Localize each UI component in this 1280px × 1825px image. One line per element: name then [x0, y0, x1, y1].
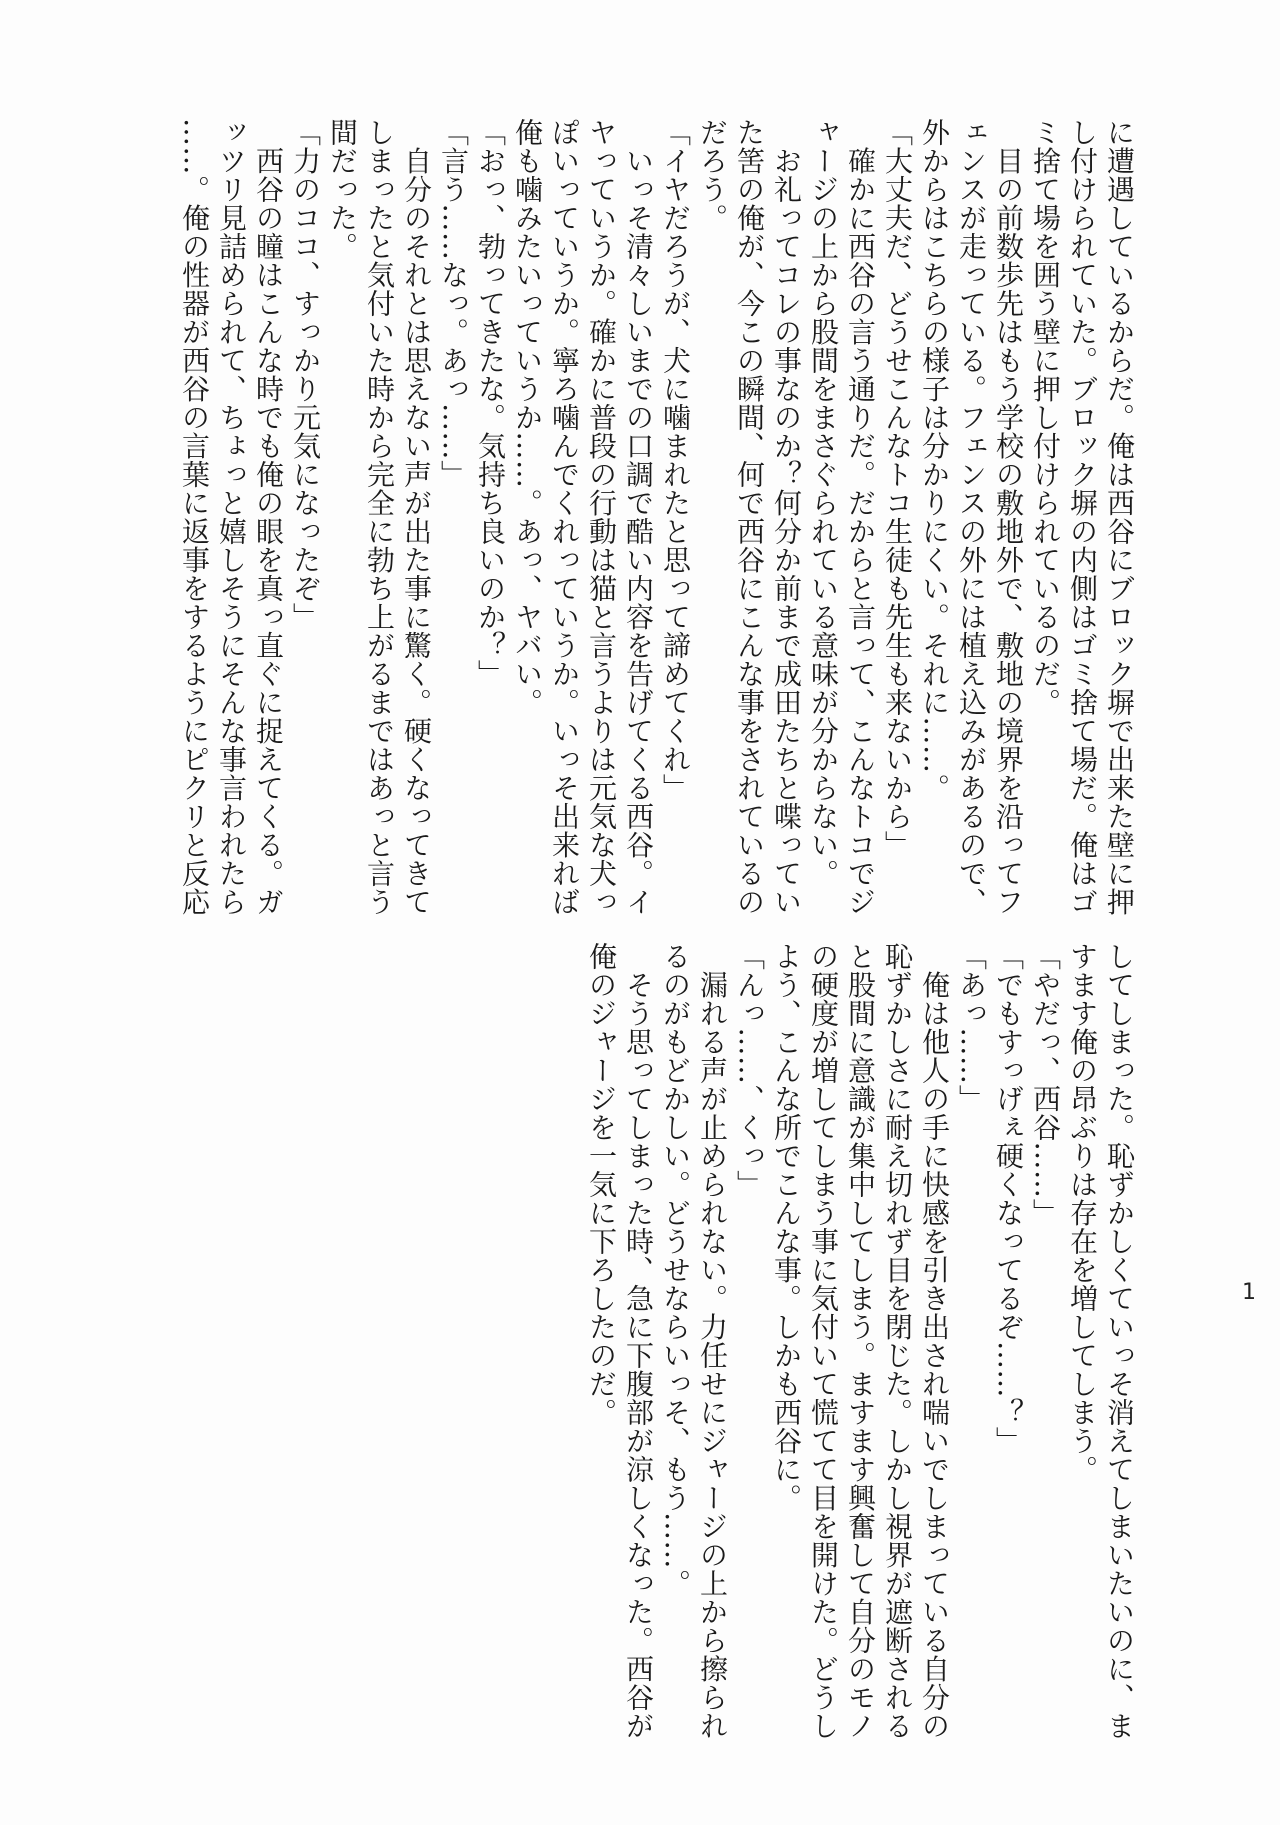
text-column: お礼ってコレの事なのか？何分か前まで成田たちと喋ってい [770, 118, 803, 916]
text-column: た筈の俺が、今この瞬間、何で西谷にこんな事をされているの [733, 118, 766, 916]
text-column: 俺も噛みたいっていうか……。あっ、ヤバい。 [511, 118, 544, 717]
text-column: 恥ずかしさに耐え切れず目を閉じた。しかし視界が遮断される [881, 942, 914, 1740]
text-column: だろう。 [696, 118, 729, 232]
text-column: し付けられていた。ブロック塀の内側はゴミ捨て場だ。俺はゴ [1066, 118, 1099, 916]
text-column: 自分のそれとは思えない声が出た事に驚く。硬くなってきて [400, 118, 433, 916]
text-column: 漏れる声が止められない。力任せにジャージの上から擦られ [696, 942, 729, 1740]
text-column: 外からはこちらの様子は分かりにくい。それに……。 [918, 118, 951, 802]
text-column: ェンスが走っている。フェンスの外には植え込みがあるので、 [955, 118, 988, 916]
text-column: 間だった。 [326, 118, 359, 261]
text-column: 「でもすっげぇ硬くなってるぞ……？」 [992, 942, 1025, 1455]
text-column: に遭遇しているからだ。俺は西谷にブロック塀で出来た壁に押 [1103, 118, 1136, 916]
text-column: 俺のジャージを一気に下ろしたのだ。 [585, 942, 618, 1427]
text-column: 俺は他人の手に快感を引き出され喘いでしまっている自分の [918, 942, 951, 1740]
text-column: 「力のココ、すっかり元気になったぞ」 [289, 118, 322, 631]
text-block-top [176, 118, 1138, 916]
text-column: と股間に意識が集中してしまう。ますます興奮して自分のモノ [844, 942, 877, 1740]
text-column: ヤっていうか。確かに普段の行動は猫と言うよりは元気な犬っ [585, 118, 618, 916]
text-column: 西谷の瞳はこんな時でも俺の眼を真っ直ぐに捉えてくる。ガ [252, 118, 285, 916]
text-column: そう思ってしまった時、急に下腹部が涼しくなった。西谷が [622, 942, 655, 1740]
text-column: いっそ清々しいまでの口調で酷い内容を告げてくる西谷。イ [622, 118, 655, 916]
text-column: るのがもどかしい。どうせならいっそ、もう……。 [659, 942, 692, 1598]
text-column: ミ捨て場を囲う壁に押し付けられているのだ。 [1029, 118, 1062, 717]
text-column: 「おっ、勃ってきたな。気持ち良いのか？」 [474, 118, 507, 688]
text-column: ……。俺の性器が西谷の言葉に返事をするようにピクリと反応 [178, 118, 211, 916]
text-column: 確かに西谷の言う通りだ。だからと言って、こんなトコでジ [844, 118, 877, 916]
text-column: すます俺の昂ぶりは存在を増してしまう。 [1066, 942, 1099, 1484]
text-column: しまったと気付いた時から完全に勃ち上がるまではあっと言う [363, 118, 396, 916]
text-column: ッツリ見詰められて、ちょっと嬉しそうにそんな事言われたら [215, 118, 248, 916]
text-column: 「やだっ、西谷……」 [1029, 942, 1062, 1227]
text-column: 「イヤだろうが、犬に噛まれたと思って諦めてくれ」 [659, 118, 692, 802]
text-column: 目の前数歩先はもう学校の敷地外で、敷地の境界を沿ってフ [992, 118, 1025, 916]
text-column: 「あっ……」 [955, 942, 988, 1113]
text-column: の硬度が増してしまう事に気付いて慌てて目を開けた。どうし [807, 942, 840, 1740]
page-number: 1 [1242, 1280, 1256, 1305]
text-column: 「言う……なっ。あっ……」 [437, 118, 470, 489]
text-column: ぽいっていうか。寧ろ噛んでくれっていうか。いっそ出来れば [548, 118, 581, 916]
text-block-bottom [583, 942, 1138, 1740]
text-column: よう、こんな所でこんな事。しかも西谷に。 [770, 942, 803, 1512]
text-column: してしまった。恥ずかしくていっそ消えてしまいたいのに、ま [1103, 942, 1136, 1740]
text-column: 「大丈夫だ、どうせこんなトコ生徒も先生も来ないから」 [881, 118, 914, 859]
text-column: 「んっ……、くっ」 [733, 942, 766, 1199]
text-column: ャージの上から股間をまさぐられている意味が分からない。 [807, 118, 840, 888]
